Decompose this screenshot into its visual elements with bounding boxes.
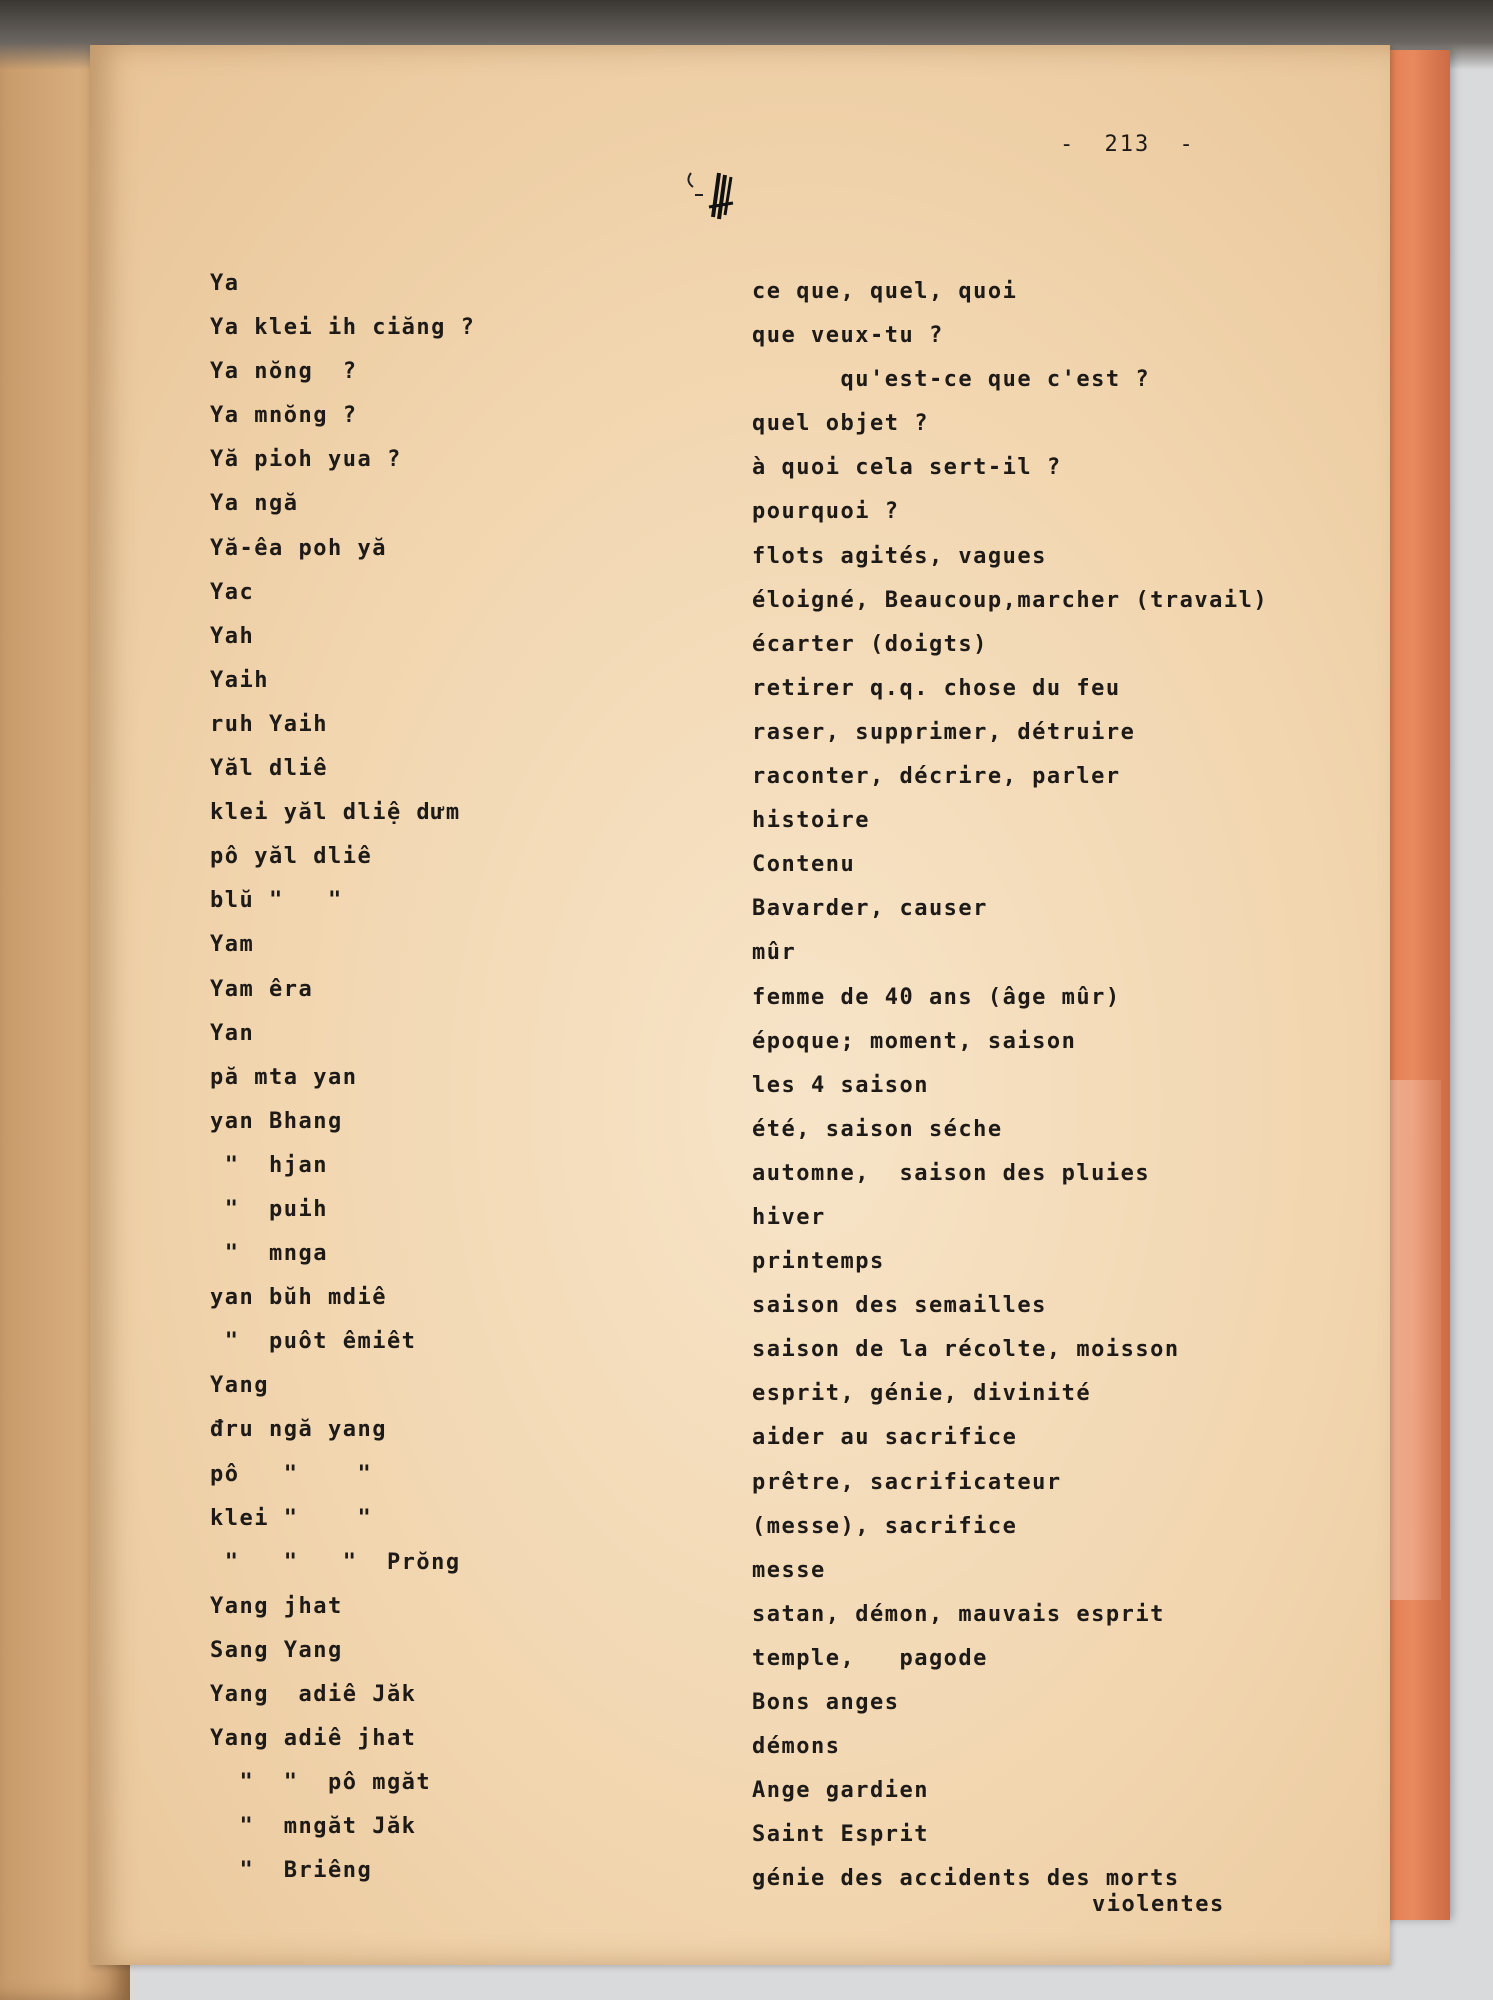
entry-meaning: Saint Esprit xyxy=(752,1822,929,1848)
entry-term: " Briêng xyxy=(210,1858,373,1884)
entry-term: pô yăl dliê xyxy=(210,844,373,870)
entry-term: đru ngă yang xyxy=(210,1417,387,1443)
entry-meaning: ce que, quel, quoi xyxy=(752,279,1018,304)
entry-term: " mngăt Jăk xyxy=(210,1814,417,1840)
entry-term: Ya ngă xyxy=(210,491,299,517)
entry-meaning: génie des accidents des morts xyxy=(752,1866,1180,1892)
entry-term: Yam êra xyxy=(210,976,314,1002)
entry-meaning: raconter, décrire, parler xyxy=(752,764,1121,790)
entry-meaning: Contenu xyxy=(752,852,856,878)
entry-meaning: automne, saison des pluies xyxy=(752,1160,1151,1186)
entry-meaning: époque; moment, saison xyxy=(752,1028,1077,1054)
entry-term: " mnga xyxy=(210,1241,328,1267)
entry-meaning: flots agités, vagues xyxy=(752,543,1047,569)
entry-term: Yang adiê jhat xyxy=(210,1726,417,1752)
entry-meaning: saison des semailles xyxy=(752,1293,1047,1319)
entry-term: Yang xyxy=(210,1373,269,1399)
entry-term: Yăl dliê xyxy=(210,756,328,782)
entry-term: Sang Yang xyxy=(210,1637,343,1663)
entry-term: pô " " xyxy=(210,1461,373,1487)
meanings-column xyxy=(752,270,1268,1928)
entry-meaning: (messe), sacrifice xyxy=(752,1513,1018,1539)
entry-meaning: saison de la récolte, moisson xyxy=(752,1337,1180,1363)
entry-meaning: raser, supprimer, détruire xyxy=(752,719,1136,745)
entry-meaning: quel objet ? xyxy=(752,411,929,437)
entry-term: Yaih xyxy=(210,667,269,693)
entry-term: blŭ " " xyxy=(210,888,343,914)
entry-meaning: satan, démon, mauvais esprit xyxy=(752,1601,1165,1627)
entry-meaning: écarter (doigts) xyxy=(752,631,988,657)
entry-meaning: à quoi cela sert-il ? xyxy=(752,455,1062,481)
entry-term: " " pô mgăt xyxy=(210,1770,432,1796)
entry-meaning: pourquoi ? xyxy=(752,499,900,525)
entry-meaning: été, saison séche xyxy=(752,1116,1003,1142)
entry-term: " puih xyxy=(210,1196,328,1222)
entry-meaning: éloigné, Beaucoup,marcher (travail) xyxy=(752,587,1269,613)
entry-term: yan Bhang xyxy=(210,1108,343,1134)
entry-meaning: Ange gardien xyxy=(752,1778,929,1804)
entry-meaning: Bons anges xyxy=(752,1690,900,1715)
entry-term: Ya xyxy=(210,271,240,296)
entry-term: Ya klei ih ciăng ? xyxy=(210,315,476,341)
entry-term: Ya nŏng ? xyxy=(210,359,358,385)
entry-term: " " " Prŏng xyxy=(210,1549,461,1575)
entry-term: " puôt êmiêt xyxy=(210,1329,417,1355)
entry-term: yan bŭh mdiê xyxy=(210,1285,387,1311)
entry-meaning: Bavarder, causer xyxy=(752,896,988,922)
entry-meaning: démons xyxy=(752,1734,841,1760)
entry-term: ruh Yaih xyxy=(210,711,328,737)
entry-meaning: que veux-tu ? xyxy=(752,323,944,349)
entry-meaning: hiver xyxy=(752,1204,826,1230)
entry-term: " hjan xyxy=(210,1152,328,1178)
entry-term: klei yăl dliệ dưm xyxy=(210,800,461,826)
entry-meaning: messe xyxy=(752,1557,826,1583)
tape-strip xyxy=(1385,1080,1441,1600)
entry-term: klei " " xyxy=(210,1505,373,1531)
entry-meaning: mûr xyxy=(752,940,797,966)
handwritten-mark xyxy=(683,165,743,227)
entry-continuation: violentes xyxy=(1092,1892,1225,1918)
entry-term: Yam xyxy=(210,932,255,958)
entry-term: Yah xyxy=(210,623,255,649)
entry-term: Yă-êa poh yă xyxy=(210,535,387,561)
entry-term: Yac xyxy=(210,579,255,605)
entry-meaning: histoire xyxy=(752,808,870,834)
entry-term: Ya mnŏng ? xyxy=(210,403,358,429)
terms-column xyxy=(210,262,475,1893)
entry-meaning: prêtre, sacrificateur xyxy=(752,1469,1062,1495)
entry-meaning: aider au sacrifice xyxy=(752,1425,1018,1451)
entry-meaning: retirer q.q. chose du feu xyxy=(752,675,1121,701)
entry-meaning: les 4 saison xyxy=(752,1072,929,1098)
entry-term: Yan xyxy=(210,1020,255,1046)
entry-meaning: temple, pagode xyxy=(752,1645,988,1671)
entry-term: Yă pioh yua ? xyxy=(210,447,402,473)
entry-term: Yang jhat xyxy=(210,1593,343,1619)
entry-meaning: femme de 40 ans (âge mûr) xyxy=(752,984,1121,1010)
entry-meaning: esprit, génie, divinité xyxy=(752,1381,1092,1407)
entry-meaning: qu'est-ce que c'est ? xyxy=(752,367,1151,393)
entry-meaning: printemps xyxy=(752,1249,885,1275)
entry-term: pă mta yan xyxy=(210,1064,358,1090)
page-number: - 213 - xyxy=(1060,132,1195,157)
entry-term: Yang adiê Jăk xyxy=(210,1682,417,1707)
